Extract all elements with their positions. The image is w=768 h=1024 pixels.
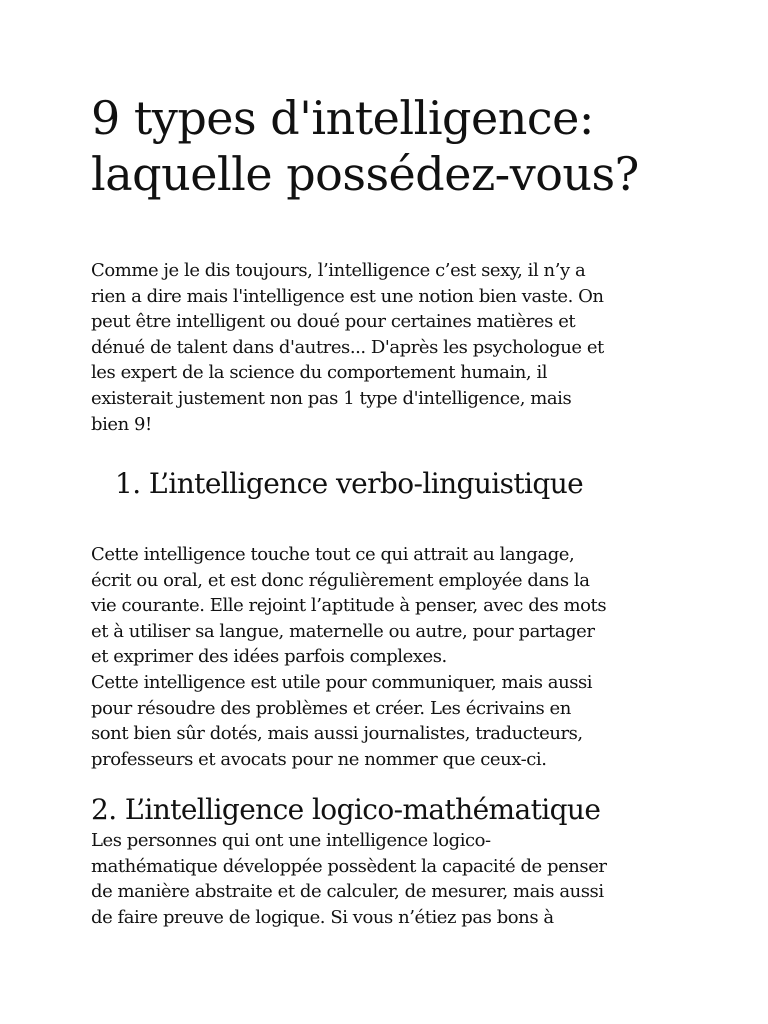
- text-line: écrit ou oral, et est donc régulièrement employée dans la: [91, 569, 590, 591]
- section-heading: 1. L’intelligence verbo-linguistique: [115, 467, 584, 500]
- text-line: peut être intelligent ou doué pour certaines matières et: [91, 311, 576, 333]
- text-line: rien a dire mais l'intelligence est une notion bien vaste. On: [91, 285, 604, 307]
- text-line: et à utiliser sa langue, maternelle ou autre, pour partager: [91, 620, 595, 642]
- text-line: pour résoudre des problèmes et créer. Les écrivains en: [91, 697, 571, 719]
- intro-paragraph: [91, 258, 691, 437]
- text-line: de faire preuve de logique. Si vous n’étiez pas bons à: [91, 906, 554, 928]
- page-title: [91, 90, 731, 202]
- text-line: vie courante. Elle rejoint l’aptitude à penser, avec des mots: [91, 595, 607, 617]
- text-line: professeurs et avocats pour ne nommer que ceux-ci.: [91, 748, 547, 770]
- text-line: Cette intelligence touche tout ce qui attrait au langage,: [91, 544, 575, 565]
- text-line: et exprimer des idées parfois complexes.: [91, 646, 447, 668]
- section-paragraph: [91, 828, 691, 930]
- title-line: 9 types d'intelligence:: [91, 91, 594, 145]
- title-line: laquelle possédez-vous?: [91, 147, 639, 201]
- text-line: dénué de talent dans d'autres... D'après les psychologue et: [91, 336, 604, 358]
- text-line: existerait justement non pas 1 type d'intelligence, mais: [91, 387, 572, 409]
- text-line: bien 9!: [91, 413, 152, 435]
- text-line: sont bien sûr dotés, mais aussi journalistes, traducteurs,: [91, 723, 583, 745]
- text-line: Les personnes qui ont une intelligence logico-: [91, 830, 491, 851]
- text-line: de manière abstraite et de calculer, de mesurer, mais aussi: [91, 881, 604, 903]
- text-line: les expert de la science du comportement humain, il: [91, 362, 548, 384]
- section-paragraph: [91, 542, 691, 772]
- section-heading: 2. L’intelligence logico-mathématique: [91, 793, 601, 826]
- text-line: mathématique développée possèdent la capacité de penser: [91, 855, 607, 877]
- text-line: Cette intelligence est utile pour communiquer, mais aussi: [91, 671, 593, 693]
- text-line: Comme je le dis toujours, l’intelligence c’est sexy, il n’y a: [91, 260, 586, 281]
